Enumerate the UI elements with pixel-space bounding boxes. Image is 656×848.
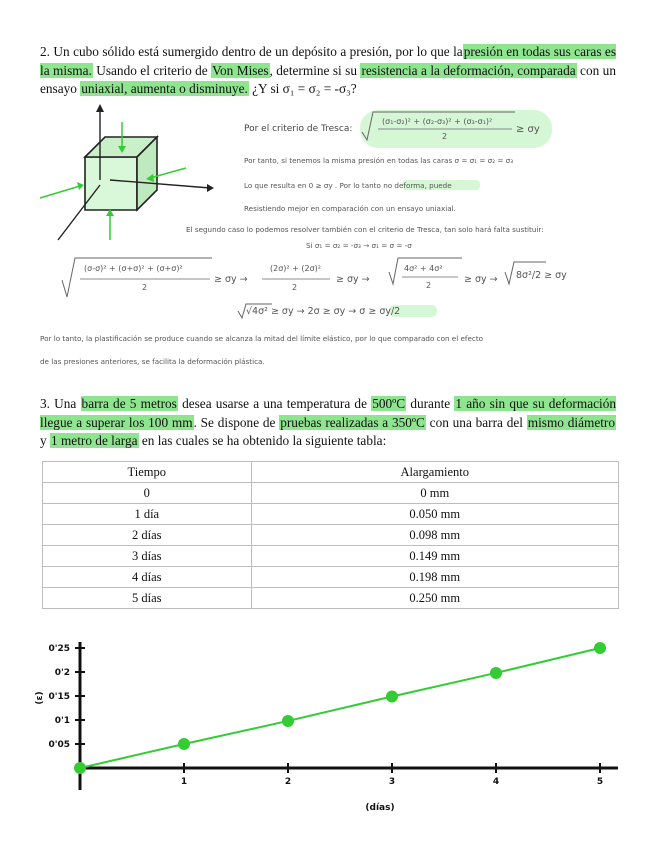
x-axis-label: (días)	[365, 803, 395, 813]
equation-numerator: 4σ² + 4σ²	[404, 264, 443, 273]
table-cell: 0 mm	[251, 483, 618, 504]
question-2-text: 2. Un cubo sólido está sumergido dentro de un depósito a presión, por lo que lapresión en todas sus caras es la misma. Usando el criterio de Von Mises, determine si su resistencia a la deformación, comparada con un ensayo uniaxial, aumenta o disminuye. ¿Y si σ₁ = σ₂ = -σ₃?	[40, 44, 616, 96]
x-tick-label: 2	[284, 777, 292, 787]
x-tick-label: 1	[180, 777, 188, 787]
y-tick-label: 0'2	[54, 668, 70, 678]
table-cell: 4 días	[43, 567, 252, 588]
equation-numerator: (2σ)² + (2σ)²	[270, 264, 322, 273]
handwritten-note: de las presiones anteriores, se facilita la deformación plástica.	[40, 357, 265, 366]
series-line	[80, 648, 600, 768]
y-tick-label: 0'15	[48, 692, 70, 702]
table-cell: 0.149 mm	[251, 546, 618, 567]
handwritten-note: Si σ₁ = σ₂ = -σ₃ → σ₁ = σ = -σ	[306, 241, 412, 250]
equation-final: 8σ²/2 ≥ σy	[516, 270, 567, 281]
handwritten-note: Lo que resulta en 0 ≥ σy . Por lo tanto no deforma, puede	[244, 181, 452, 190]
highlight: mismo diámetro	[527, 414, 615, 430]
highlight: Von Mises	[212, 62, 269, 78]
handwritten-note: Por el criterio de Tresca:	[244, 124, 353, 134]
column-header-elongation: Alargamiento	[251, 462, 618, 483]
handwritten-note: Por lo tanto, la plastificación se produce cuando se alcanza la mitad del límite elástico, por lo que comparado con el efecto	[40, 334, 484, 343]
equation-denominator: 2	[292, 283, 298, 292]
table-cell: 0	[43, 483, 252, 504]
handwritten-note: Por tanto, si tenemos la misma presión en todas las caras σ = σ₁ = σ₂ = σ₃	[244, 156, 514, 165]
highlight: 1 metro de larga	[50, 433, 138, 448]
highlight: uniaxial, aumenta o disminuye.	[81, 81, 248, 96]
table-cell: 1 día	[43, 504, 252, 525]
formula-rhs: ≥ σy	[516, 124, 540, 135]
equation-line: √4σ² ≥ σy → 2σ ≥ σy → σ ≥ σy/2	[246, 306, 401, 317]
data-point	[386, 690, 398, 702]
equation-rhs: ≥ σy →	[336, 274, 370, 285]
data-point	[594, 642, 606, 654]
highlight: presión en todas sus caras es la misma.	[40, 44, 616, 78]
data-point	[490, 667, 502, 679]
question-3-text: 3. Una barra de 5 metros desea usarse a una temperatura de 500ºC durante 1 año sin que su deformación llegue a superar los 100 mm. Se dispone de pruebas realizadas a 350ºC con una barra del mismo diámetro y 1 metro de larga en las cuales se ha obtenido la siguiente tabla:	[40, 396, 617, 448]
equation-numerator: (σ-σ)² + (σ+σ)² + (σ+σ)²	[84, 264, 183, 273]
table-cell: 0.098 mm	[251, 525, 618, 546]
column-header-time: Tiempo	[43, 462, 252, 483]
table-cell: 3 días	[43, 546, 252, 567]
data-point	[74, 762, 86, 774]
y-axis-label: (ε)	[35, 691, 45, 705]
x-tick-label: 5	[596, 777, 604, 787]
handwritten-note: El segundo caso lo podemos resolver también con el criterio de Tresca, tan solo hará falta sustituir:	[186, 225, 544, 234]
equation-denominator: 2	[142, 283, 148, 292]
equation-denominator: 2	[426, 281, 432, 290]
table-cell: 2 días	[43, 525, 252, 546]
y-tick-label: 0'25	[48, 644, 70, 654]
x-tick-label: 4	[492, 777, 500, 787]
equation-rhs: ≥ σy →	[464, 274, 498, 285]
x-tick-label: 3	[388, 777, 396, 787]
data-point	[178, 738, 190, 750]
equation-rhs: ≥ σy →	[214, 274, 248, 285]
y-tick-label: 0'05	[48, 740, 70, 750]
formula-denominator: 2	[442, 132, 448, 141]
highlight: 1 año sin que su deformación llegue a superar los 100 mm	[40, 396, 617, 430]
highlight: 500ºC	[372, 396, 406, 411]
table-cell: 0.198 mm	[251, 567, 618, 588]
formula-numerator: (σ₁-σ₂)² + (σ₂-σ₃)² + (σ₃-σ₁)²	[382, 117, 493, 126]
handwritten-note: Resistiendo mejor en comparación con un ensayo uniaxial.	[244, 204, 456, 213]
highlight: resistencia a la deformación, comparada	[361, 62, 576, 78]
table-cell: 5 días	[43, 588, 252, 609]
table-cell: 0.050 mm	[251, 504, 618, 525]
highlight: barra de 5 metros	[81, 396, 177, 411]
table-cell: 0.250 mm	[251, 588, 618, 609]
highlight: pruebas realizadas a 350ºC	[280, 414, 425, 430]
y-tick-label: 0'1	[54, 716, 70, 726]
data-point	[282, 715, 294, 727]
